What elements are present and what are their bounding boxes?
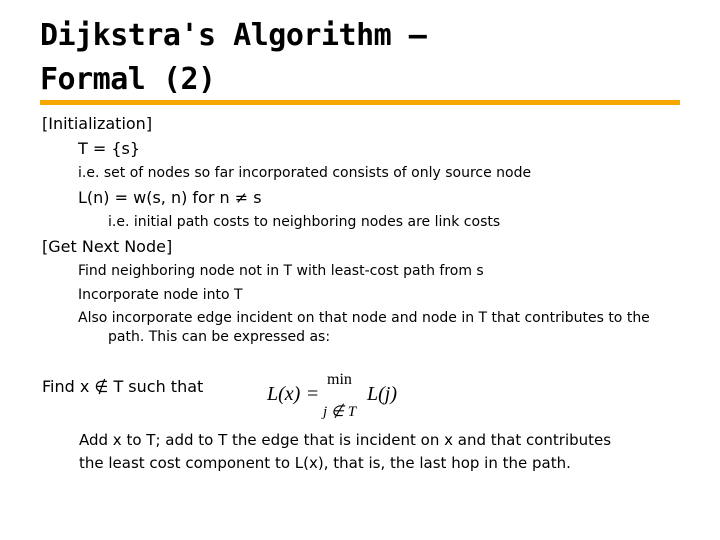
- formula-min-operator: min: [327, 371, 352, 388]
- formula-equals: =: [307, 383, 319, 405]
- next-step-edge-cont: path. This can be expressed as:: [108, 329, 331, 345]
- min-cost-formula: [265, 370, 415, 422]
- slide-title-line-1: Dijkstra's Algorithm –: [40, 18, 427, 53]
- next-step-incorporate: Incorporate node into T: [78, 287, 243, 303]
- slide-title: [40, 14, 680, 102]
- next-step-find: Find neighboring node not in T with least-cost path from s: [78, 263, 484, 279]
- find-x-statement: Find x ∉ T such that: [42, 377, 204, 396]
- initialization-heading: [Initialization]: [42, 114, 153, 133]
- formula-subscript: j ∉ T: [323, 404, 357, 420]
- init-l-note: i.e. initial path costs to neighboring nodes are link costs: [108, 214, 501, 230]
- slide-title-line-2: Formal (2): [40, 62, 216, 97]
- get-next-node-heading: [Get Next Node]: [42, 237, 173, 256]
- next-step-edge: Also incorporate edge incident on that node and node in T that contributes to the: [78, 310, 650, 326]
- formula-graphic: [265, 370, 415, 422]
- init-t-note: i.e. set of nodes so far incorporated consists of only source node: [78, 165, 532, 181]
- init-l-statement: L(n) = w(s, n) for n ≠ s: [78, 188, 262, 207]
- title-underline: [40, 100, 680, 105]
- formula-rhs: L(j): [367, 383, 397, 405]
- init-t-statement: T = {s}: [78, 139, 141, 158]
- add-x-statement-line-2: the least cost component to L(x), that is, the last hop in the path.: [79, 454, 571, 472]
- add-x-statement-line-1: Add x to T; add to T the edge that is incident on x and that contributes: [79, 431, 612, 449]
- formula-lhs: L(x): [267, 383, 301, 405]
